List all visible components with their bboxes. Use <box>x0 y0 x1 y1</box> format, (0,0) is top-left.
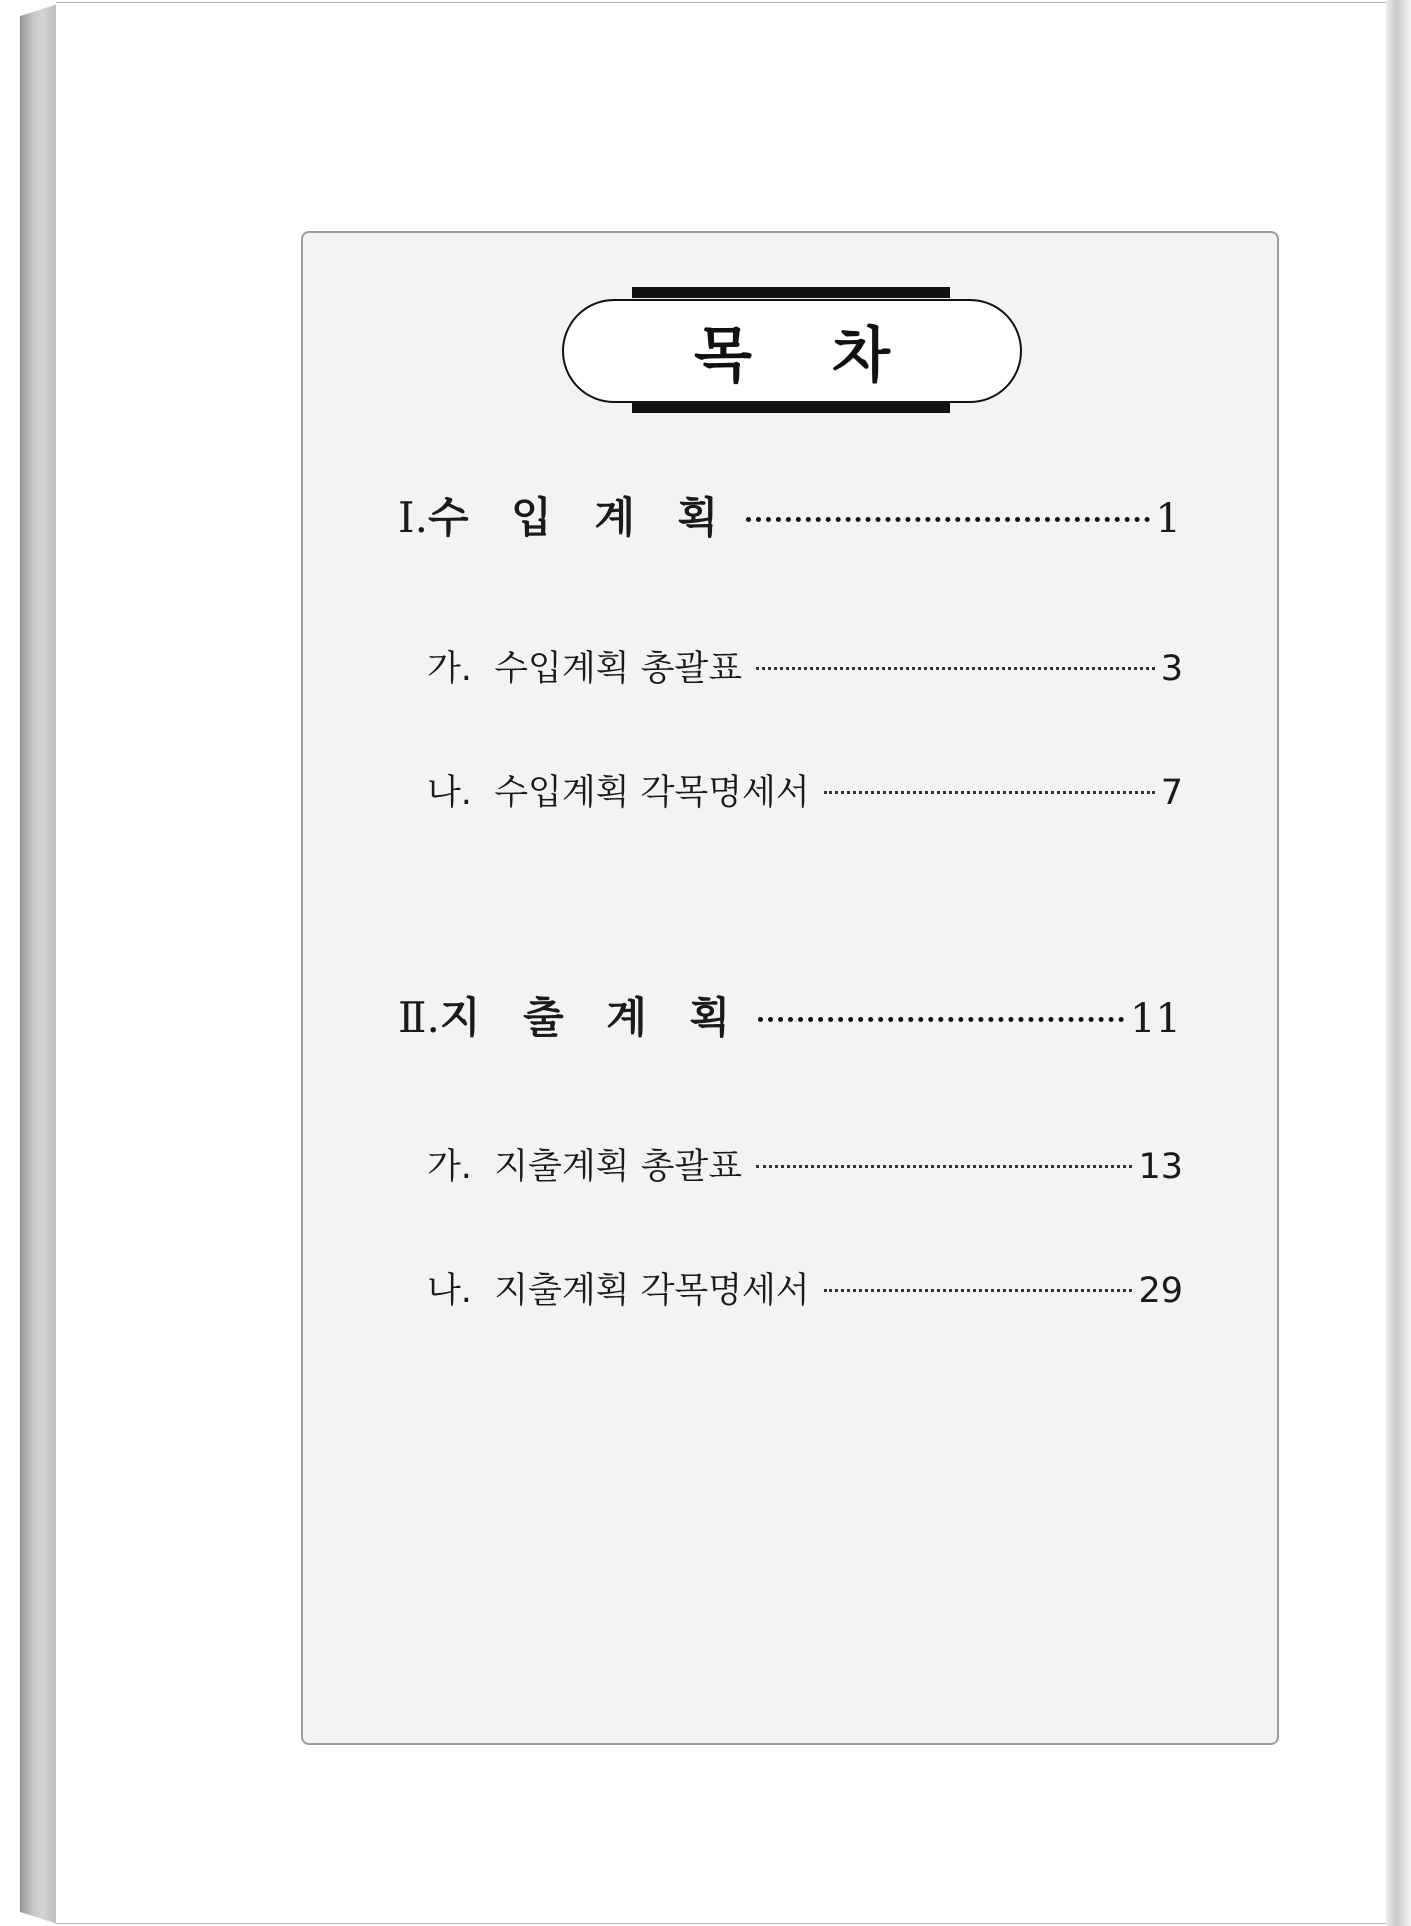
toc-item-label <box>427 1139 742 1189</box>
dot-leader <box>824 791 1155 794</box>
dot-leader <box>746 517 1149 522</box>
item-marker: 가. <box>427 1147 472 1187</box>
toc-section-2[interactable] <box>398 985 1181 1045</box>
dot-leader <box>758 1017 1124 1022</box>
toc-section-label <box>398 985 744 1045</box>
dot-leader <box>756 667 1155 670</box>
item-marker: 가. <box>427 649 472 689</box>
toc-title-banner <box>562 287 1022 413</box>
dot-leader <box>756 1165 1132 1168</box>
toc-item-1-2[interactable] <box>427 765 1183 815</box>
toc-item-1-1[interactable] <box>427 641 1183 691</box>
toc-item-label <box>427 765 810 815</box>
title-bar-bottom <box>632 402 950 413</box>
page-title <box>564 301 1020 401</box>
item-marker: 나. <box>427 773 472 813</box>
title-bar-top <box>632 287 950 298</box>
toc-item-label <box>427 641 742 691</box>
section-title: 수 입 계 획 <box>427 493 733 542</box>
section-title: 지 출 계 획 <box>439 993 745 1042</box>
section-numeral: Ⅰ. <box>398 493 428 542</box>
section-numeral: Ⅱ. <box>398 993 440 1042</box>
page-title-char: 목 <box>694 321 752 391</box>
item-title: 수입계획 총괄표 <box>494 649 742 689</box>
item-page-number: 29 <box>1138 1271 1183 1311</box>
item-title: 수입계획 각목명세서 <box>494 773 810 813</box>
item-title: 지출계획 총괄표 <box>494 1147 742 1187</box>
section-page-number: 11 <box>1130 996 1181 1042</box>
document-page <box>56 2 1392 1924</box>
item-page-number: 3 <box>1160 649 1183 689</box>
toc-item-2-1[interactable] <box>427 1139 1183 1189</box>
item-title: 지출계획 각목명세서 <box>494 1271 810 1311</box>
toc-item-label <box>427 1263 810 1313</box>
page-title-char: 차 <box>832 321 890 391</box>
toc-section-1[interactable] <box>398 485 1181 545</box>
section-page-number: 1 <box>1155 496 1181 542</box>
page-edge-shadow <box>1386 0 1411 1926</box>
book-spine <box>20 4 58 1924</box>
toc-panel <box>301 231 1279 1745</box>
item-page-number: 13 <box>1138 1147 1183 1187</box>
toc-item-2-2[interactable] <box>427 1263 1183 1313</box>
item-marker: 나. <box>427 1271 472 1311</box>
title-pill <box>562 299 1022 403</box>
toc-section-label <box>398 485 732 545</box>
dot-leader <box>824 1289 1133 1292</box>
item-page-number: 7 <box>1160 773 1183 813</box>
